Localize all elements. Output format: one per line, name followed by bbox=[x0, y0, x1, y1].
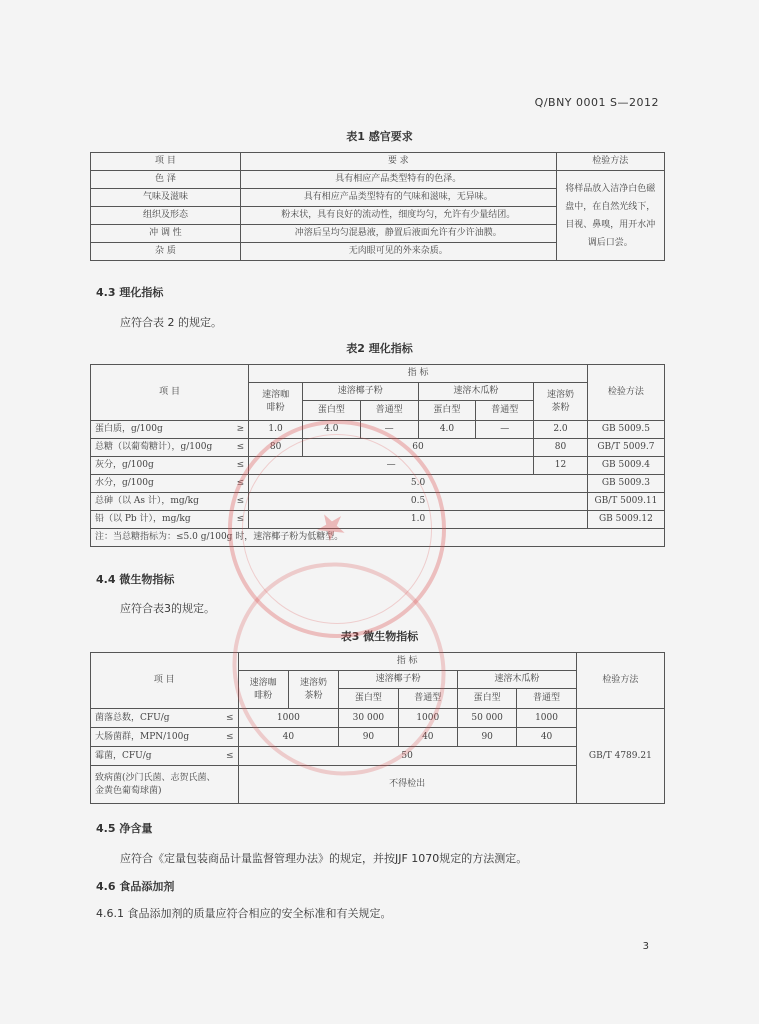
table2-caption: 表2 理化指标 bbox=[346, 342, 413, 355]
standard-code: Q/BNY 0001 S—2012 bbox=[534, 96, 659, 109]
table1-sensory bbox=[90, 152, 665, 261]
t2-coconut-protein: 蛋白型 bbox=[302, 401, 360, 421]
t2-row-label: 总糖（以葡萄糖计），g/100g bbox=[95, 442, 213, 452]
t2-cell: 5.0 bbox=[249, 475, 588, 493]
t2-row-label: 灰分，g/100g bbox=[95, 460, 154, 470]
section-4-6-1-text: 4.6.1 食品添加剂的质量应符合相应的安全标准和有关规定。 bbox=[96, 907, 392, 920]
t3-row-sym: ≤ bbox=[225, 750, 234, 761]
t3-cell: 50 bbox=[238, 747, 576, 766]
t3-cell: 1000 bbox=[398, 709, 457, 728]
t1-row-name: 冲 调 性 bbox=[91, 225, 241, 243]
t2-row-sym: ≤ bbox=[236, 478, 245, 488]
t2-cell: 1.0 bbox=[249, 421, 303, 439]
t3-coffee-line2: 啡粉 bbox=[254, 690, 273, 701]
t3-papaya-normal: 普通型 bbox=[517, 689, 576, 709]
t2-header-coffee bbox=[249, 383, 303, 421]
table1-caption: 表1 感官要求 bbox=[346, 130, 413, 143]
t2-cell: 80 bbox=[249, 439, 303, 457]
t3-row-label: 霉菌，CFU/g bbox=[95, 750, 152, 761]
t3-cell: 1000 bbox=[517, 709, 576, 728]
t1-row-name: 杂 质 bbox=[91, 243, 241, 261]
t2-row-sym: ≥ bbox=[236, 424, 245, 434]
t2-cell: 2.0 bbox=[534, 421, 588, 439]
t3-cell: 90 bbox=[458, 728, 517, 747]
t3-method: GB/T 4789.21 bbox=[576, 709, 664, 804]
section-4-5-text: 应符合《定量包装商品计量监督管理办法》的规定，并按JJF 1070规定的方法测定。 bbox=[120, 852, 528, 865]
t2-coconut-normal: 普通型 bbox=[360, 401, 418, 421]
t3-pathogen-name bbox=[91, 766, 239, 804]
t2-cell: 0.5 bbox=[249, 493, 588, 511]
t2-cell: — bbox=[249, 457, 534, 475]
table3-caption: 表3 微生物指标 bbox=[340, 630, 419, 643]
t1-row-name: 色 泽 bbox=[91, 171, 241, 189]
t2-row-name bbox=[91, 475, 249, 493]
t2-cell: 1.0 bbox=[249, 511, 588, 529]
t3-pathogen-line1: 致病菌(沙门氏菌、志贺氏菌、 bbox=[95, 772, 216, 783]
t2-row-label: 蛋白质，g/100g bbox=[95, 424, 163, 434]
t1-row-req: 粉末状，具有良好的流动性，细度均匀，允许有少量结团。 bbox=[240, 207, 556, 225]
t2-cell: 80 bbox=[534, 439, 588, 457]
t2-row-name bbox=[91, 493, 249, 511]
t3-header-coconut: 速溶椰子粉 bbox=[339, 671, 458, 689]
t2-method: GB 5009.4 bbox=[587, 457, 664, 475]
page-number: 3 bbox=[642, 941, 649, 952]
t3-header-papaya: 速溶木瓜粉 bbox=[458, 671, 577, 689]
t3-row-label: 大肠菌群，MPN/100g bbox=[95, 731, 190, 742]
t3-cell: 40 bbox=[238, 728, 339, 747]
t2-row-label: 总砷（以 As 计），mg/kg bbox=[95, 496, 199, 506]
t2-cell: 4.0 bbox=[302, 421, 360, 439]
section-4-3-title: 4.3 理化指标 bbox=[96, 286, 164, 299]
t2-cell: 4.0 bbox=[418, 421, 476, 439]
section-4-4-title: 4.4 微生物指标 bbox=[96, 573, 175, 586]
t3-cell: 1000 bbox=[238, 709, 339, 728]
t3-cell: 90 bbox=[339, 728, 398, 747]
t2-method: GB 5009.3 bbox=[587, 475, 664, 493]
t2-coffee-line2: 啡粉 bbox=[266, 402, 285, 413]
t2-row-label: 水分，g/100g bbox=[95, 478, 154, 488]
t2-cell: 60 bbox=[302, 439, 533, 457]
t2-row-sym: ≤ bbox=[236, 460, 245, 470]
t3-cell: 30 000 bbox=[339, 709, 398, 728]
t1-header-req: 要 求 bbox=[240, 153, 556, 171]
t1-method: 将样品放入洁净白色磁盘中，在自然光线下，目视、鼻嗅，用开水冲调后口尝。 bbox=[556, 171, 664, 261]
t2-tea-line2: 茶粉 bbox=[551, 402, 570, 413]
t3-row-name bbox=[91, 747, 239, 766]
t2-row-label: 铅（以 Pb 计），mg/kg bbox=[95, 514, 191, 524]
t2-row-sym: ≤ bbox=[236, 496, 245, 506]
t3-row-name bbox=[91, 709, 239, 728]
t3-coconut-normal: 普通型 bbox=[398, 689, 457, 709]
t3-pathogen-line2: 金黄色葡萄球菌) bbox=[95, 785, 162, 796]
t3-header-index: 指 标 bbox=[238, 653, 576, 671]
section-4-6-title: 4.6 食品添加剂 bbox=[96, 880, 175, 893]
t3-row-sym: ≤ bbox=[225, 731, 234, 742]
t2-row-name bbox=[91, 511, 249, 529]
t2-papaya-normal: 普通型 bbox=[476, 401, 534, 421]
t2-method: GB 5009.5 bbox=[587, 421, 664, 439]
t2-header-index: 指 标 bbox=[249, 365, 588, 383]
t2-header-method: 检验方法 bbox=[587, 365, 664, 421]
t2-row-name bbox=[91, 439, 249, 457]
t1-row-req: 具有相应产品类型特有的气味和滋味，无异味。 bbox=[240, 189, 556, 207]
t2-header-item: 项 目 bbox=[91, 365, 249, 421]
t2-tea-line1: 速溶奶 bbox=[546, 389, 574, 400]
t1-row-req: 具有相应产品类型特有的色泽。 bbox=[240, 171, 556, 189]
seal-star-icon: ★ bbox=[307, 501, 356, 553]
t2-header-coconut: 速溶椰子粉 bbox=[302, 383, 418, 401]
t3-tea-line1: 速溶奶 bbox=[300, 677, 328, 688]
t2-cell: — bbox=[360, 421, 418, 439]
section-4-3-text: 应符合表 2 的规定。 bbox=[120, 316, 222, 329]
t3-tea-line2: 茶粉 bbox=[304, 690, 323, 701]
t2-method: GB/T 5009.7 bbox=[587, 439, 664, 457]
t2-papaya-protein: 蛋白型 bbox=[418, 401, 476, 421]
t3-coffee-line1: 速溶咖 bbox=[249, 677, 277, 688]
t3-pathogen-value: 不得检出 bbox=[238, 766, 576, 804]
t3-cell: 50 000 bbox=[458, 709, 517, 728]
t3-row-name bbox=[91, 728, 239, 747]
t3-row-sym: ≤ bbox=[225, 712, 234, 723]
t3-cell: 40 bbox=[517, 728, 576, 747]
t2-method: GB/T 5009.11 bbox=[587, 493, 664, 511]
t1-row-req: 无肉眼可见的外来杂质。 bbox=[240, 243, 556, 261]
t3-header-method: 检验方法 bbox=[576, 653, 664, 709]
section-4-5-title: 4.5 净含量 bbox=[96, 822, 153, 835]
t1-header-item: 项 目 bbox=[91, 153, 241, 171]
t3-cell: 40 bbox=[398, 728, 457, 747]
t2-cell: 12 bbox=[534, 457, 588, 475]
t2-row-name bbox=[91, 421, 249, 439]
t1-row-name: 组织及形态 bbox=[91, 207, 241, 225]
t2-method: GB 5009.12 bbox=[587, 511, 664, 529]
t3-papaya-protein: 蛋白型 bbox=[458, 689, 517, 709]
t1-row-req: 冲溶后呈均匀混悬液，静置后液面允许有少许油膜。 bbox=[240, 225, 556, 243]
t3-header-item: 项 目 bbox=[91, 653, 239, 709]
t1-row-name: 气味及滋味 bbox=[91, 189, 241, 207]
t2-row-name bbox=[91, 457, 249, 475]
t2-row-sym: ≤ bbox=[236, 442, 245, 452]
t2-coffee-line1: 速溶咖 bbox=[262, 389, 290, 400]
t2-cell: — bbox=[476, 421, 534, 439]
t2-header-tea bbox=[534, 383, 588, 421]
t2-header-papaya: 速溶木瓜粉 bbox=[418, 383, 534, 401]
t2-note: 注：当总糖指标为：≤5.0 g/100g 时，速溶椰子粉为低糖型。 bbox=[91, 529, 665, 547]
t3-row-label: 菌落总数，CFU/g bbox=[95, 712, 170, 723]
t2-row-sym: ≤ bbox=[236, 514, 245, 524]
t3-coconut-protein: 蛋白型 bbox=[339, 689, 398, 709]
section-4-4-text: 应符合表3的规定。 bbox=[120, 602, 215, 615]
t1-header-method: 检验方法 bbox=[556, 153, 664, 171]
